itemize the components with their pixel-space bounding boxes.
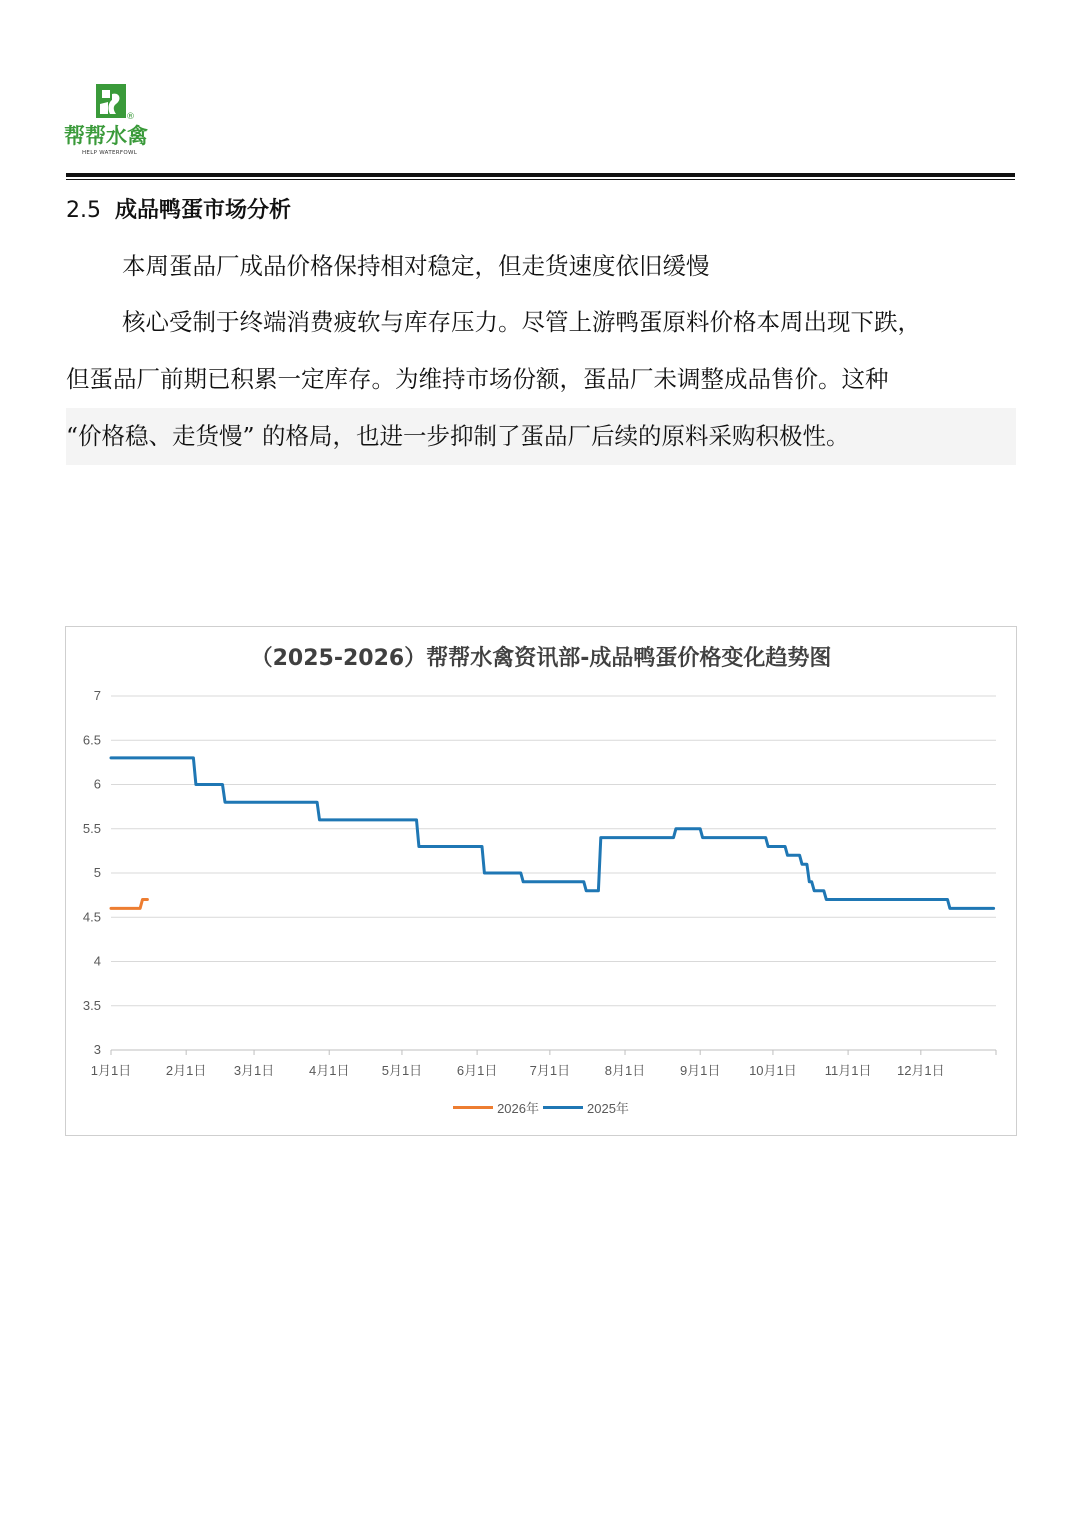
x-tick-label: 1月1日	[90, 1063, 132, 1078]
y-tick-label: 4	[93, 953, 101, 969]
x-tick-label: 7月1日	[529, 1063, 571, 1078]
x-tick-label: 4月1日	[308, 1063, 350, 1078]
paragraph-line: 本周蛋品厂成品价格保持相对稳定，但走货速度依旧缓慢	[122, 252, 710, 280]
paragraph-line: 核心受制于终端消费疲软与库存压力。尽管上游鸭蛋原料价格本周出现下跌，	[122, 308, 921, 336]
y-tick-label: 3.5	[82, 997, 101, 1013]
paragraph-line: “价格稳、走货慢” 的格局，也进一步抑制了蛋品厂后续的原料采购积极性。	[66, 408, 1016, 465]
header-rule-thin	[66, 179, 1015, 180]
chart-legend	[66, 1097, 1016, 1117]
section-heading	[66, 193, 291, 224]
chart-plot	[66, 627, 1016, 1135]
x-tick-label: 12月1日	[896, 1063, 945, 1078]
x-tick-label: 8月1日	[604, 1063, 646, 1078]
logo-registered-mark: ®	[126, 112, 135, 122]
legend-label: 2025年	[587, 1101, 629, 1116]
y-tick-label: 4.5	[82, 909, 101, 925]
y-tick-label: 3	[93, 1042, 101, 1057]
price-trend-chart	[65, 626, 1017, 1136]
legend-item	[453, 1098, 539, 1117]
x-tick-label: 10月1日	[749, 1063, 797, 1078]
x-tick-label: 11月1日	[824, 1063, 872, 1078]
section-title: 成品鸭蛋市场分析	[115, 198, 292, 223]
x-tick-label: 5月1日	[381, 1063, 423, 1078]
y-tick-label: 6.5	[82, 732, 101, 748]
chart-title: （2025-2026）帮帮水禽资讯部-成品鸭蛋价格变化趋势图	[250, 646, 832, 671]
x-tick-label: 3月1日	[233, 1063, 275, 1078]
legend-swatch	[453, 1106, 493, 1109]
legend-label: 2026年	[497, 1101, 539, 1116]
legend-swatch	[543, 1106, 583, 1109]
x-tick-label: 6月1日	[456, 1063, 498, 1078]
series-line-2025年	[111, 758, 994, 909]
logo-subtitle: HELP WATERFOWL	[82, 150, 138, 156]
legend-item	[543, 1098, 629, 1117]
logo-leaf-icon	[96, 84, 126, 118]
x-tick-label: 9月1日	[679, 1063, 721, 1078]
y-tick-label: 6	[93, 776, 101, 792]
y-tick-label: 5	[93, 865, 101, 880]
header-rule-thick	[66, 173, 1015, 177]
series-line-2026年	[111, 900, 147, 909]
paragraph-line: 但蛋品厂前期已积累一定库存。为维持市场份额，蛋品厂未调整成品售价。这种	[66, 365, 889, 393]
y-tick-label: 7	[93, 688, 101, 703]
company-logo	[64, 82, 164, 162]
x-tick-label: 2月1日	[165, 1063, 207, 1078]
y-tick-label: 5.5	[82, 820, 101, 836]
logo-name: 帮帮水禽	[64, 124, 148, 148]
paragraph-analysis	[66, 294, 1016, 465]
section-number: 2.5	[66, 198, 101, 223]
paragraph-summary	[66, 238, 1016, 295]
